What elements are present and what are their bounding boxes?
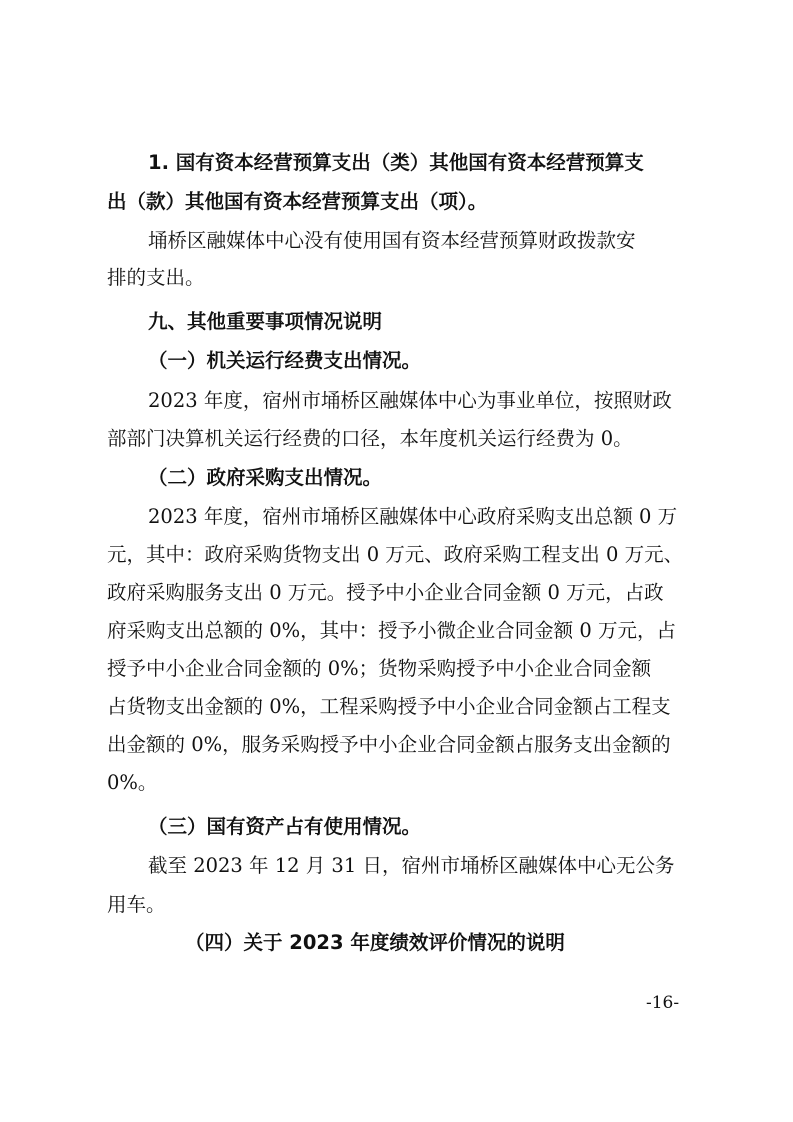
paragraph-item-1-line-2: 排的支出。: [107, 266, 205, 289]
heading-item-1-line-2: 出（款）其他国有资本经营预算支出（项）。: [107, 190, 488, 213]
heading-item-1-line-1: 1. 国有资本经营预算支出（类）其他国有资本经营预算支: [148, 151, 644, 174]
subsection-3-text-line-2: 用车。: [107, 893, 166, 916]
subsection-2-text-line-7: 出金额的 0%，服务采购授予中小企业合同金额占服务支出金额的: [107, 733, 671, 756]
paragraph-item-1-line-1: 埇桥区融媒体中心没有使用国有资本经营预算财政拨款安: [148, 229, 636, 252]
subsection-1-text-line-2: 部部门决算机关运行经费的口径，本年度机关运行经费为 0。: [107, 427, 633, 450]
section-9-heading: 九、其他重要事项情况说明: [148, 310, 383, 333]
page-number: -16-: [646, 993, 680, 1013]
subsection-2-text-line-5: 授予中小企业合同金额的 0%；货物采购授予中小企业合同金额: [107, 657, 652, 680]
subsection-2-text-line-6: 占货物支出金额的 0%，工程采购授予中小企业合同金额占工程支: [107, 695, 671, 718]
subsection-2-text-line-1: 2023 年度，宿州市埇桥区融媒体中心政府采购支出总额 0 万: [148, 505, 678, 528]
subsection-2-heading: （二）政府采购支出情况。: [148, 466, 383, 489]
subsection-2-text-line-2: 元，其中：政府采购货物支出 0 万元、政府采购工程支出 0 万元、: [107, 543, 684, 566]
subsection-2-text-line-8: 0%。: [107, 771, 158, 794]
subsection-1-text-line-1: 2023 年度，宿州市埇桥区融媒体中心为事业单位，按照财政: [148, 389, 672, 412]
subsection-3-heading: （三）国有资产占有使用情况。: [148, 815, 422, 838]
subsection-3-text-line-1: 截至 2023 年 12 月 31 日，宿州市埇桥区融媒体中心无公务: [148, 854, 675, 877]
subsection-4-heading: （四）关于 2023 年度绩效评价情况的说明: [185, 931, 565, 954]
subsection-1-heading: （一）机关运行经费支出情况。: [148, 349, 422, 372]
subsection-2-text-line-3: 政府采购服务支出 0 万元。授予中小企业合同金额 0 万元，占政: [107, 581, 664, 604]
subsection-2-text-line-4: 府采购支出总额的 0%，其中：授予小微企业合同金额 0 万元，占: [107, 619, 676, 642]
